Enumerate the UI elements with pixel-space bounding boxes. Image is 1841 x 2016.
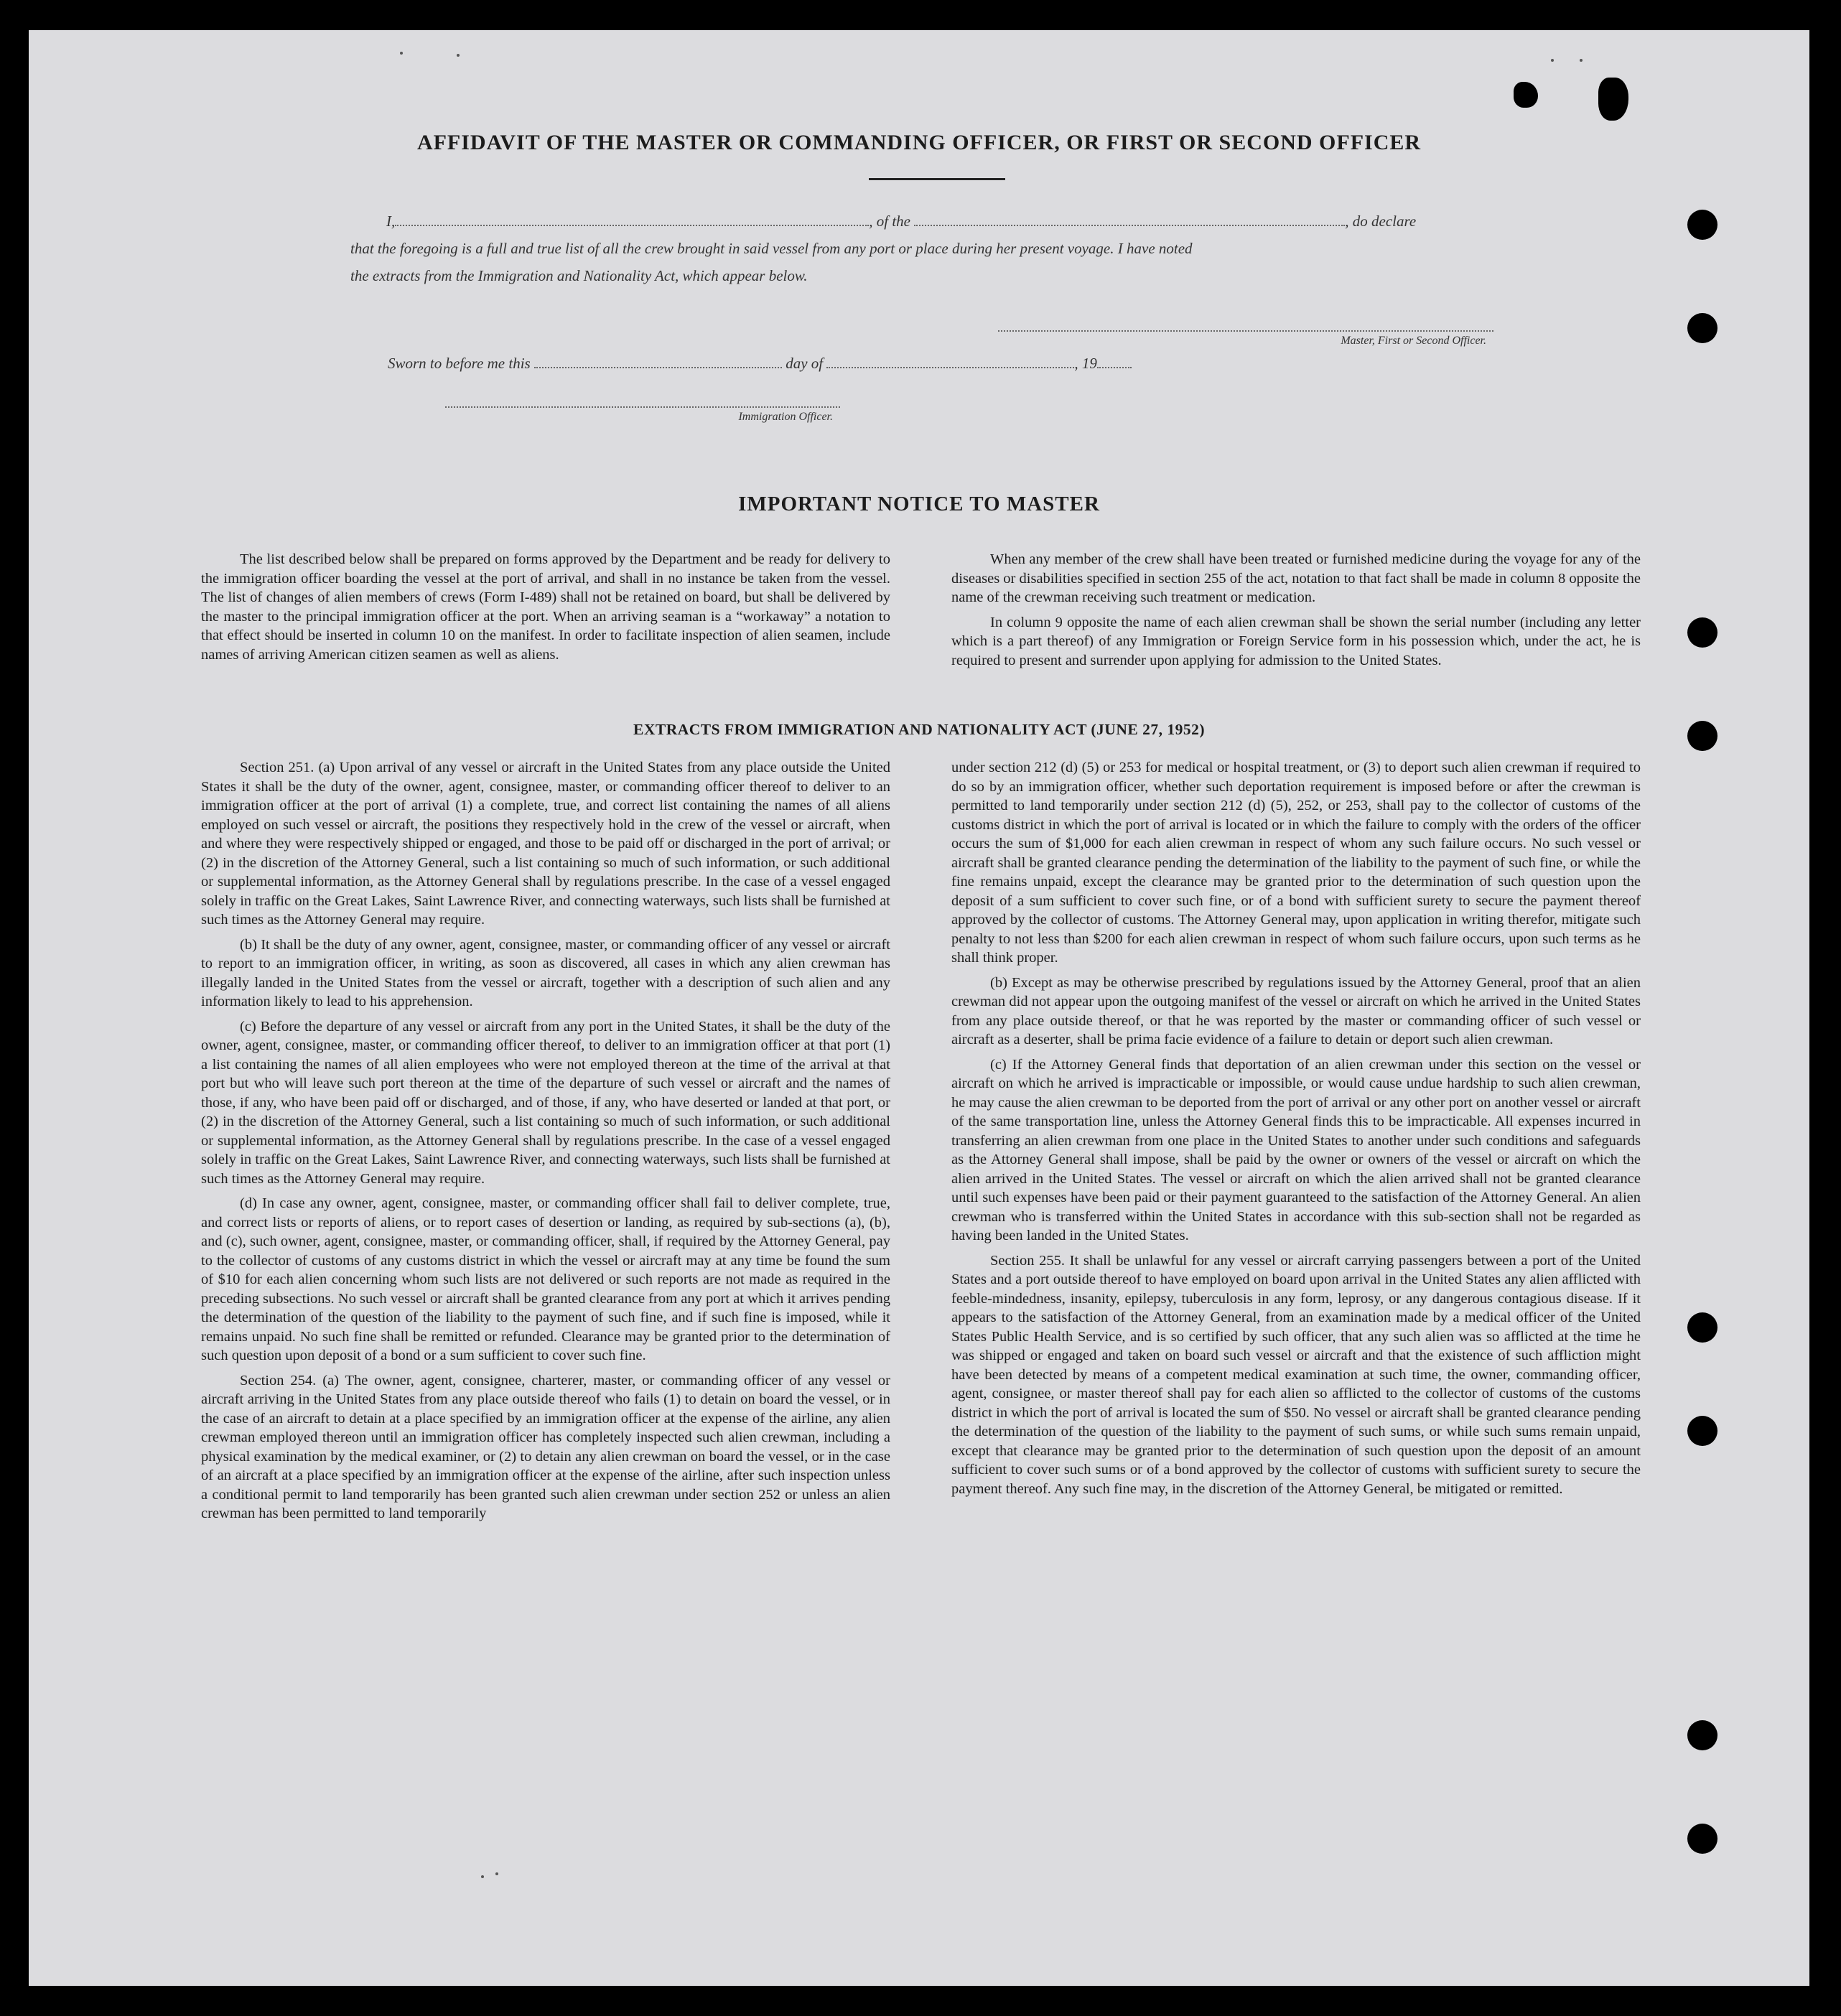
master-signature-line <box>998 330 1493 332</box>
punch-hole <box>1687 1824 1718 1854</box>
vessel-blank <box>914 213 1345 226</box>
extracts-left-column <box>201 758 890 1529</box>
speck <box>400 52 403 55</box>
section-254-b: (b) Except as may be otherwise prescribed by regulations issued by the Attorney General, proof that an alien crewman did not appear upon the outgoing manifest of the vessel or aircraft on which he arrived in the United States from any place outside thereof, or that he was reported by the master or commanding officer of such vessel or aircraft as a deserter, shall be prima facie evidence of a failure to detain or deport such alien crewman. <box>951 974 1641 1047</box>
punch-hole <box>1687 210 1718 240</box>
section-254-a: Section 254. (a) The owner, agent, consignee, charterer, master, or commanding officer of any vessel or aircraft arriving in the United States from any place outside thereof who fails (1) to detain on board the vessel, or in the case of an aircraft to detain at a place specified by an immigration officer at the expense of the airline, any alien crewman employed thereon until an immigration officer has completely inspected such alien crewman, including a physical examination by the medical examiner, or (2) to detain any alien crewman on board the vessel, or in the case of an aircraft at a place specified by an immigration officer at the expense of the airline, after such inspection unless a conditional permit to land temporarily has been granted such alien crewman under section 252 or unless an alien crewman has been permitted to land temporarily <box>201 1372 890 1521</box>
speck <box>1580 59 1583 62</box>
i-label: I, <box>386 213 396 230</box>
speck <box>481 1875 484 1878</box>
section-255: Section 255. It shall be unlawful for any vessel or aircraft carrying passengers between a port of the United States and a port outside thereof to have employed on board upon arrival in the United States any alien afflicted with feeble-mindedness, insanity, epilepsy, tuberculosis in any form, leprosy, or any dangerous contagious disease. If it appears to the satisfaction of the Attorney General, from an examination made by a medical officer of the United States Public Health Service, and is so certified by such officer, that any such alien was so afflicted at the time he was shipped or engaged and taken on board such vessel or aircraft and that the existence of such affliction might have been detected by means of a competent medical examination at such time, the owner, commanding officer, agent, consignee, or master thereof shall pay for each alien so afflicted to the collector of customs of the customs district in which the port of arrival is located the sum of $50. No vessel or aircraft shall be granted clearance pending the determination of the question of the liability to the payment of such sums, or while such sums remain unpaid, except that clearance may be granted prior to the determination of such question upon the deposit of an amount sufficient to cover such sums or of a bond approved by the collector of customs with sufficient surety to secure the payment thereof. Any such fine may, in the discretion of the Attorney General, be mitigated or remitted. <box>951 1252 1641 1497</box>
notice-right-paragraph-2: In column 9 opposite the name of each alien crewman shall be shown the serial number (including any letter which is a part thereof) of any Immigration or Foreign Service form in his possession which, under the act, he is required to present and surrender upon applying for admission to the United States. <box>951 614 1641 668</box>
sworn-line <box>388 355 1132 373</box>
sworn-date-blank <box>534 355 782 368</box>
master-caption: Master, First or Second Officer. <box>1341 335 1486 347</box>
declaration-line-3: the extracts from the Immigration and Nationality Act, which appear below. <box>350 267 808 284</box>
title-rule <box>869 178 1005 180</box>
punch-hole <box>1687 1312 1718 1343</box>
ink-blot <box>1514 82 1538 108</box>
notice-left-paragraph: The list described below shall be prepared on forms approved by the Department and be ready for delivery to the immigration officer boarding the vessel at the port of arrival, and shall in no instance be taken from the vessel. The list of changes of alien members of crews (Form I-489) shall not be retained on board, but shall be delivered by the master to the principal immigration officer at the port. When an arriving seaman is a “workaway” a notation to that effect should be inserted in column 10 on the manifest. In order to facilitate inspection of alien seamen, include names of arriving American citizen seamen as well as aliens. <box>201 551 890 663</box>
year-blank <box>1097 355 1132 368</box>
section-254-a-continued: under section 212 (d) (5) or 253 for medical or hospital treatment, or (3) to deport such alien crewman if required to do so by an immigration officer, whether such deportation requirement is imposed before or after the crewman is permitted to land temporarily under section 212 (d) (5), 252, or 253, shall pay to the collector of customs of the customs district in which the port of arrival is located or in which the failure to comply with the orders of the officer occurs the sum of $1,000 for each alien crewman in respect of whom any such failure occurs. No such vessel or aircraft shall be granted clearance pending the determination of the liability to the payment of such fine, or while the fine remains unpaid, except the clearance may be granted prior to the determination of such question upon the deposit of a sum sufficient to cover such fine, or of a bond with sufficient surety to secure the payment thereof approved by the collector of customs. The Attorney General may, upon application in writing therefor, mitigate such penalty to not less than $200 for each alien crewman in respect of whom such failure occurs, upon such terms as he shall think proper. <box>951 760 1641 966</box>
ink-blot <box>1598 78 1628 121</box>
section-251-d: (d) In case any owner, agent, consignee, master, or commanding officer shall fail to deliver complete, true, and correct lists or reports of aliens, or to report cases of desertion or landing, as required by sub-sections (a), (b), and (c), such owner, agent, consignee, master, or commanding officer, shall, if required by the Attorney General, pay to the collector of customs of any customs district in which the vessel or aircraft may at any time be found the sum of $10 for each alien concerning whom such lists are not delivered or such reports are not made as required in the preceding subsections. No such vessel or aircraft shall be granted clearance from any port at which it arrives pending the determination of the question of the liability to the payment of such fine, and if such fine is imposed, while it remains unpaid. No such fine shall be remitted or refunded. Clearance may be granted prior to the determination of such question upon deposit of a bond or a sum sufficient to cover such fine. <box>201 1195 890 1363</box>
speck <box>457 54 460 57</box>
of-the-label: , of the <box>869 213 910 230</box>
year-label: , 19 <box>1074 355 1097 372</box>
notice-right-column <box>951 550 1641 676</box>
document-page <box>29 30 1809 1986</box>
month-blank <box>826 355 1074 368</box>
section-251-b: (b) It shall be the duty of any owner, agent, consignee, master, or commanding officer of any vessel or aircraft to report to an immigration officer, in writing, as soon as discovered, all cases in which any alien crewman has illegally landed in the United States from the vessel or aircraft, together with a description of such alien and any information likely to lead to his apprehension. <box>201 936 890 1009</box>
speck <box>1551 59 1554 62</box>
do-declare-label: , do declare <box>1345 213 1417 230</box>
declaration-line-2: that the foregoing is a full and true list of all the crew brought in said vessel from any port or place during her present voyage. I have noted <box>350 240 1193 257</box>
punch-hole <box>1687 721 1718 751</box>
punch-hole <box>1687 1416 1718 1446</box>
sworn-label: Sworn to before me this <box>388 355 531 372</box>
punch-hole <box>1687 313 1718 343</box>
officer-signature-line <box>445 406 840 408</box>
section-254-c: (c) If the Attorney General finds that deportation of an alien crewman under this section on the vessel or aircraft on which he arrived is impracticable or impossible, or would cause undue hardship to such alien crewman, he may cause the alien crewman to be deported from the port of arrival or any other port on another vessel or aircraft of the same transportation line, unless the Attorney General finds this to be impracticable. All expenses incurred in transferring an alien crewman from one place in the United States to another under such conditions and safeguards as the Attorney General shall impose, shall be paid by the owner or owners of the vessel or aircraft on which the alien arrived in the United States. The vessel or aircraft on which the alien arrived shall not be granted clearance until such expenses have been paid or their payment guaranteed to the satisfaction of the Attorney General. An alien crewman who is transferred within the United States in accordance with this sub-section shall not be regarded as having been landed in the United States. <box>951 1056 1641 1243</box>
notice-title: IMPORTANT NOTICE TO MASTER <box>738 493 1100 515</box>
name-blank <box>395 213 869 226</box>
punch-hole <box>1687 1720 1718 1750</box>
punch-hole <box>1687 617 1718 648</box>
affidavit-title: AFFIDAVIT OF THE MASTER OR COMMANDING OFFICER, OR FIRST OR SECOND OFFICER <box>416 131 1422 154</box>
declaration-line-1 <box>386 213 1416 230</box>
notice-right-paragraph-1: When any member of the crew shall have been treated or furnished medicine during the voyage for any of the diseases or disabilities specified in section 255 of the act, notation to that fact shall be made in column 8 opposite the name of the crewman receiving such treatment or medication. <box>951 551 1641 606</box>
notice-left-column <box>201 550 890 671</box>
day-of-label: day of <box>786 355 824 372</box>
officer-caption: Immigration Officer. <box>738 411 833 423</box>
section-251-c: (c) Before the departure of any vessel or aircraft from any port in the United States, it shall be the duty of the owner, agent, consignee, master, or commanding officer thereof, to deliver to an immigration officer at that port (1) a list containing the names of all alien employees who were not employed thereon at the time of the arrival at that port but who will leave such port thereon at the time of the departure of such vessel or aircraft and the names of those, if any, who have been paid off or discharged, and of those, if any, who have deserted or landed at that port, or (2) in the discretion of the Attorney General, such a list containing so much of such information, or such additional or supplemental information, as the Attorney General shall by regulations prescribe. In the case of a vessel engaged solely in traffic on the Great Lakes, Saint Lawrence River, and connecting waterways, such lists shall be furnished at such times as the Attorney General may require. <box>201 1018 890 1187</box>
extracts-right-column <box>951 758 1641 1504</box>
speck <box>495 1872 498 1875</box>
extracts-title: EXTRACTS FROM IMMIGRATION AND NATIONALITY ACT (JUNE 27, 1952) <box>633 721 1205 738</box>
section-251-a: Section 251. (a) Upon arrival of any vessel or aircraft in the United States from any place outside the United States it shall be the duty of the owner, agent, consignee, master, or commanding officer thereof to deliver to an immigration officer at the port of arrival (1) a complete, true, and correct list containing the names of all aliens employed on such vessel or aircraft, the positions they respectively hold in the crew of the vessel or aircraft, when and where they were respectively shipped or engaged, and those to be paid off or discharged in the port of arrival; or (2) in the discretion of the Attorney General, such a list containing so much of such information, or such additional or supplemental information, as the Attorney General shall by regulations prescribe. In the case of a vessel engaged solely in traffic on the Great Lakes, Saint Lawrence River, and connecting waterways, such lists shall be furnished at such times as the Attorney General may require. <box>201 760 890 928</box>
